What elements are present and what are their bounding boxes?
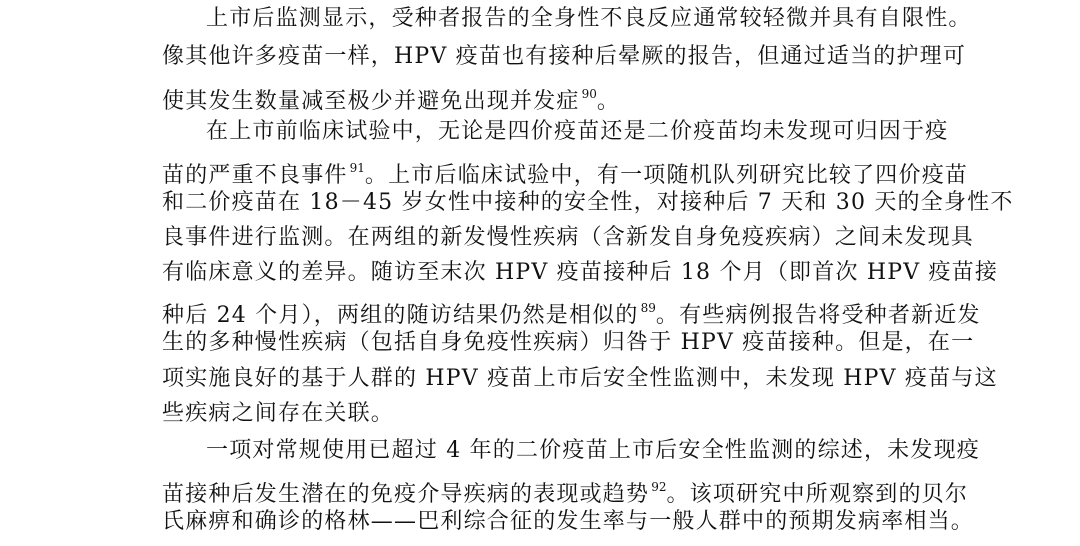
paragraph-1-line-1 [206, 4, 972, 34]
paragraph-2-line-6 [162, 293, 981, 328]
text-segment: 一项对常规使用已超过 4 年的二价疫苗上市后安全性监测的综述，未发现疫 [206, 438, 980, 463]
paragraph-2-line-7 [162, 328, 975, 358]
text-segment: 。该项研究中所观察到的贝尔 [666, 482, 969, 507]
text-segment: 项实施良好的基于人群的 HPV 疫苗上市后安全性监测中，未发现 HPV 疫苗与这 [162, 366, 998, 391]
paragraph-2-line-5 [162, 258, 999, 288]
paragraph-2-line-1 [206, 117, 966, 147]
text-segment: 种后 24 个月），两组的随访结果仍然是相似的 [162, 303, 639, 328]
text-segment: 苗的严重不良事件 [162, 163, 348, 188]
paragraph-1-line-3 [162, 79, 922, 114]
text-segment: 有临床意义的差异。随访至末次 HPV 疫苗接种后 18 个月（即首次 HPV 疫苗接 [162, 260, 999, 285]
reference-superscript: 92 [651, 480, 667, 494]
paragraph-2-line-2 [162, 153, 969, 188]
paragraph-2-line-8 [162, 364, 998, 394]
paragraph-3-line-2 [162, 472, 969, 507]
paragraph-3-line-1 [206, 436, 980, 466]
paragraph-2-line-3 [162, 188, 1014, 218]
reference-superscript: 90 [581, 87, 597, 101]
text-segment: 。有些病例报告将受种者新近发 [655, 303, 981, 328]
reference-superscript: 89 [640, 301, 656, 315]
text-segment: 些疾病之间存在关联。 [162, 401, 395, 426]
text-segment: 苗接种后发生潜在的免疫介导疾病的表现或趋势 [162, 482, 650, 507]
text-segment: 良事件进行监测。在两组的新发慢性疾病（含新发自身免疫疾病）之间未发现具 [162, 225, 975, 250]
text-segment: 在上市前临床试验中，无论是四价疫苗还是二价疫苗均未发现可归因于疫 [206, 119, 949, 144]
paragraph-3-line-3 [162, 507, 975, 537]
text-segment: 。上市后临床试验中，有一项随机队列研究比较了四价疫苗 [364, 163, 969, 188]
text-segment: 和二价疫苗在 18－45 岁女性中接种的安全性，对接种后 7 天和 30 天的全身性不 [162, 190, 1014, 215]
reference-superscript: 91 [349, 161, 365, 175]
text-segment: 像其他许多疫苗一样，HPV 疫苗也有接种后晕厥的报告，但通过适当的护理可 [162, 44, 967, 69]
text-segment: 。 [596, 89, 621, 114]
text-segment: 生的多种慢性疾病（包括自身免疫性疾病）归咎于 HPV 疫苗接种。但是，在一 [162, 330, 975, 355]
paragraph-1-line-2 [162, 42, 967, 72]
text-segment: 氏麻痹和确诊的格林——巴利综合征的发生率与一般人群中的预期发病率相当。 [162, 509, 975, 534]
paragraph-2-line-4 [162, 223, 975, 253]
text-segment: 使其发生数量减至极少并避免出现并发症 [162, 89, 580, 114]
text-segment: 上市后监测显示，受种者报告的全身性不良反应通常较轻微并具有自限性。 [206, 6, 972, 31]
paragraph-2-line-9 [162, 399, 922, 429]
